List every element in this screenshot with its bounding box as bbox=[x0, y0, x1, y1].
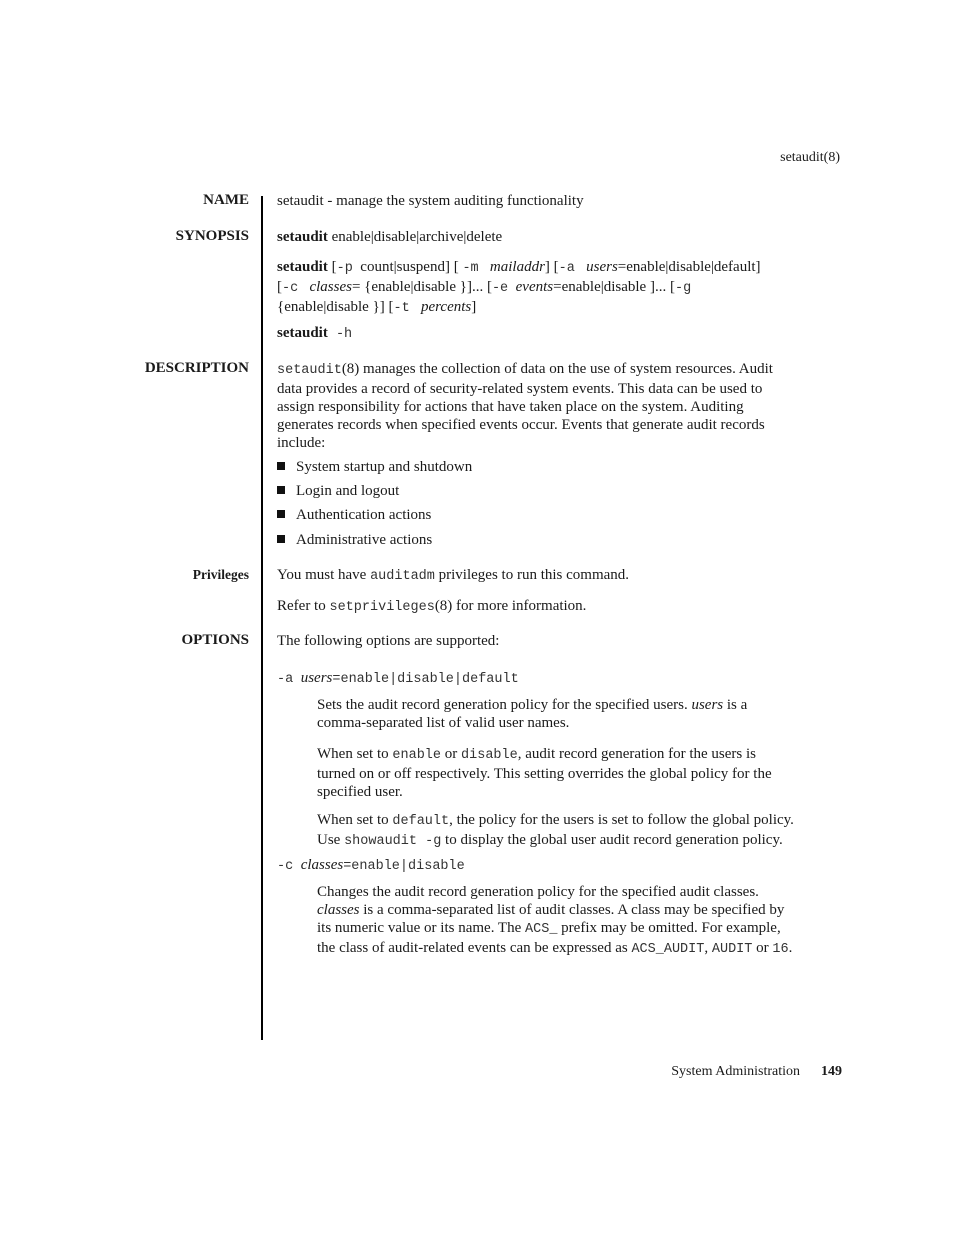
section-rule bbox=[261, 196, 263, 1040]
heading-privileges: Privileges bbox=[192, 567, 249, 582]
list-item: Administrative actions bbox=[277, 532, 432, 549]
page-number: 149 bbox=[821, 1064, 842, 1079]
heading-options: OPTIONS bbox=[181, 632, 249, 648]
privileges-text-1: You must have auditadm privileges to run this command. bbox=[277, 567, 630, 584]
synopsis-line-1: setaudit enable|disable|archive|delete bbox=[277, 229, 503, 245]
bullet-icon bbox=[277, 510, 285, 518]
running-header: setaudit(8) bbox=[780, 150, 840, 165]
option-a-desc-2: When set to enable or disable, audit record generation for the users is turned on or off respectively. This setting overrides the global policy for the specified user. bbox=[317, 746, 772, 800]
option-c-term: -c classes=enable|disable bbox=[277, 857, 465, 874]
description-text: setaudit(8) manages the collection of data on the use of system resources. Audit data provides a record of security-related system events. This data can be used to assign responsibility for actions that have taken place on the system. Auditing generates records when specified events occur. Events that generate audit records include: bbox=[277, 361, 773, 451]
synopsis-help: setaudit -h bbox=[277, 325, 353, 342]
option-a-desc-1: Sets the audit record generation policy for the specified users. users is a comma-separated list of valid user names. bbox=[317, 697, 748, 731]
option-a-desc-3: When set to default, the policy for the users is set to follow the global policy. Use showaudit -g to display the global user audit record generation policy. bbox=[317, 812, 794, 849]
heading-name: NAME bbox=[203, 192, 249, 208]
bullet-icon bbox=[277, 535, 285, 543]
bullet-icon bbox=[277, 486, 285, 494]
option-a-term: -a users=enable|disable|default bbox=[277, 670, 519, 687]
heading-description: DESCRIPTION bbox=[144, 360, 249, 376]
name-text: setaudit - manage the system auditing functionality bbox=[277, 193, 584, 209]
options-intro: The following options are supported: bbox=[277, 633, 500, 649]
synopsis-usage: setaudit [-p count|suspend] [ -m mailaddr] [-a users=enable|disable|default] [-c classes= {enable|disable }]... [-e events=enable|disable ]... [-g {enable|disable }] [-t percents] bbox=[277, 259, 761, 316]
list-item: Authentication actions bbox=[277, 507, 431, 524]
heading-synopsis: SYNOPSIS bbox=[175, 228, 249, 244]
option-c-desc: Changes the audit record generation policy for the specified audit classes. classes is a comma-separated list of audit classes. A class may be specified by its numeric value or its name. The ACS_ prefix may be omitted. For example, the class of audit-related events can be expressed as ACS_AUDIT, AUDIT or 16. bbox=[317, 884, 793, 957]
bullet-icon bbox=[277, 462, 285, 470]
list-item: Login and logout bbox=[277, 483, 399, 500]
privileges-text-2: Refer to setprivileges(8) for more information. bbox=[277, 598, 587, 615]
footer-book-title: System Administration bbox=[671, 1064, 800, 1079]
list-item: System startup and shutdown bbox=[277, 459, 472, 476]
